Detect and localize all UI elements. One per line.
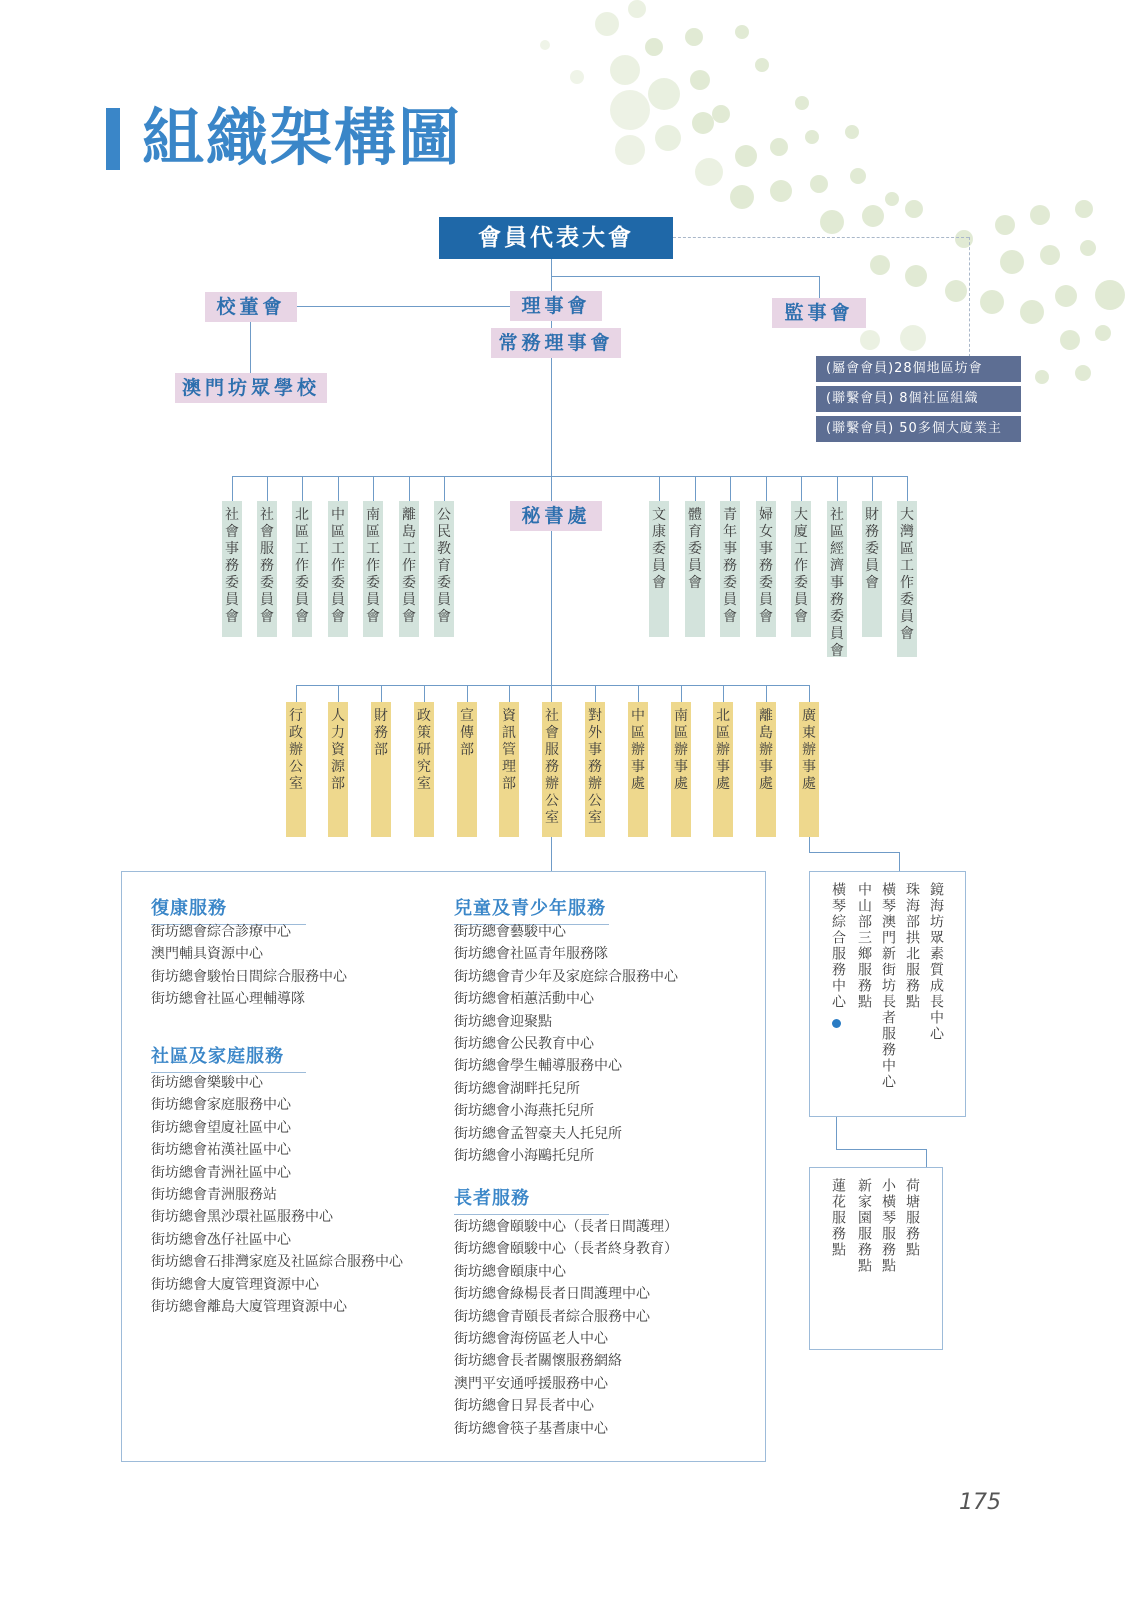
list-item: 街坊總會栢蕙活動中心: [454, 991, 594, 1008]
community-list: [151, 1072, 403, 1318]
service-point: 新家園服務點: [856, 1178, 872, 1274]
list-item: 街坊總會樂駿中心: [151, 1075, 263, 1091]
committee-box[interactable]: 北區工作委員會: [292, 501, 312, 637]
committee-box[interactable]: 大灣區工作委員會: [897, 501, 917, 657]
list-item: 街坊總會頤駿中心（長者終身教育）: [454, 1241, 678, 1258]
department-box[interactable]: 人力資源部: [328, 702, 348, 837]
department-box[interactable]: 中區辦事處: [628, 702, 648, 837]
list-item: 街坊總會湖畔托兒所: [454, 1080, 580, 1097]
service-point: 蓮花服務點: [830, 1178, 846, 1258]
list-item: 澳門平安通呼援服務中心: [454, 1375, 608, 1392]
committee-box[interactable]: 中區工作委員會: [328, 501, 348, 637]
department-box[interactable]: 北區辦事處: [713, 702, 733, 837]
list-item: 街坊總會黑沙環社區服務中心: [151, 1209, 333, 1226]
committee-box[interactable]: 財務委員會: [862, 501, 882, 637]
hengqin-points-panel: [809, 1167, 943, 1350]
guangdong-unit: 中山部三鄉服務點: [856, 882, 872, 1010]
list-item: 街坊總會小海鷗托兒所: [454, 1148, 594, 1165]
department-box[interactable]: 對外事務辦公室: [585, 702, 605, 837]
list-item: 街坊總會青頤長者綜合服務中心: [454, 1308, 650, 1325]
youth-list: [454, 921, 678, 1167]
list-item: 街坊總會駿怡日間綜合服務中心: [151, 968, 347, 985]
connector-dot-icon: [832, 1019, 841, 1028]
list-item: 街坊總會綠楊長者日間護理中心: [454, 1286, 650, 1303]
list-item: 街坊總會筷子基耆康中心: [454, 1420, 608, 1437]
board-of-directors-box[interactable]: 理事會: [510, 291, 602, 321]
list-item: 街坊總會祐漢社區中心: [151, 1142, 291, 1159]
department-box[interactable]: 社會服務辦公室: [542, 702, 562, 837]
member-group-building: (聯繫會員) 50多個大廈業主: [816, 416, 1021, 442]
section-title-community: 社區及家庭服務: [151, 1042, 306, 1073]
school-box[interactable]: 澳門坊眾學校: [175, 373, 327, 403]
department-box[interactable]: 廣東辦事處: [799, 702, 819, 837]
committee-box[interactable]: 婦女事務委員會: [756, 501, 776, 637]
department-box[interactable]: 資訊管理部: [499, 702, 519, 837]
elderly-list: [454, 1216, 678, 1440]
page-title: 組織架構圖: [142, 101, 463, 174]
list-item: 街坊總會家庭服務中心: [151, 1097, 291, 1114]
member-group-affiliated: (屬會會員)28個地區坊會: [816, 356, 1021, 382]
section-title-elderly: 長者服務: [454, 1184, 609, 1215]
list-item: 街坊總會公民教育中心: [454, 1036, 594, 1053]
department-box[interactable]: 財務部: [371, 702, 391, 837]
standing-committee-box[interactable]: 常務理事會: [491, 328, 621, 358]
department-box[interactable]: 離島辦事處: [756, 702, 776, 837]
committee-box[interactable]: 體育委員會: [685, 501, 705, 637]
list-item: 街坊總會離島大廈管理資源中心: [151, 1299, 347, 1316]
list-item: 街坊總會青洲服務站: [151, 1187, 277, 1204]
committee-box[interactable]: 文康委員會: [649, 501, 669, 637]
page-number: 175: [959, 1490, 1001, 1515]
secretariat-box[interactable]: 秘書處: [510, 501, 602, 531]
list-item: 街坊總會青洲社區中心: [151, 1164, 291, 1181]
guangdong-unit: 珠海部拱北服務點: [904, 882, 920, 1010]
services-panel: [121, 871, 766, 1462]
section-title-youth: 兒童及青少年服務: [454, 894, 609, 925]
guangdong-unit: 橫琴澳門新街坊長者服務中心: [880, 882, 896, 1090]
list-item: 街坊總會日昇長者中心: [454, 1398, 594, 1415]
list-item: 街坊總會頤駿中心（長者日間護理）: [454, 1219, 678, 1235]
department-box[interactable]: 行政辦公室: [286, 702, 306, 837]
school-board-box[interactable]: 校董會: [205, 292, 297, 322]
supervisors-box[interactable]: 監事會: [772, 298, 866, 328]
guangdong-panel: [809, 871, 966, 1117]
list-item: 街坊總會望廈社區中心: [151, 1119, 291, 1136]
list-item: 街坊總會氹仔社區中心: [151, 1231, 291, 1248]
list-item: 澳門輔具資源中心: [151, 946, 263, 963]
committee-box[interactable]: 離島工作委員會: [399, 501, 419, 637]
list-item: 街坊總會大廈管理資源中心: [151, 1276, 319, 1293]
list-item: 街坊總會學生輔導服務中心: [454, 1058, 622, 1075]
list-item: 街坊總會藝駿中心: [454, 924, 566, 940]
committee-box[interactable]: 大廈工作委員會: [791, 501, 811, 637]
list-item: 街坊總會綜合診療中心: [151, 924, 291, 940]
list-item: 街坊總會社區青年服務隊: [454, 946, 608, 963]
general-assembly-box[interactable]: 會員代表大會: [439, 217, 673, 259]
committee-box[interactable]: 社區經濟事務委員會: [827, 501, 847, 657]
list-item: 街坊總會青少年及家庭綜合服務中心: [454, 968, 678, 985]
guangdong-unit: 鏡海坊眾素質成長中心: [928, 882, 944, 1042]
rehab-list: [151, 921, 347, 1011]
department-box[interactable]: 宣傳部: [457, 702, 477, 837]
service-point: 荷塘服務點: [904, 1178, 920, 1258]
committee-box[interactable]: 公民教育委員會: [434, 501, 454, 637]
list-item: 街坊總會海傍區老人中心: [454, 1331, 608, 1348]
list-item: 街坊總會小海燕托兒所: [454, 1103, 594, 1120]
list-item: 街坊總會迎聚點: [454, 1013, 552, 1030]
department-box[interactable]: 政策研究室: [414, 702, 434, 837]
list-item: 街坊總會石排灣家庭及社區綜合服務中心: [151, 1254, 403, 1271]
member-group-community: (聯繫會員) 8個社區組織: [816, 386, 1021, 412]
list-item: 街坊總會頤康中心: [454, 1263, 566, 1280]
section-title-rehab: 復康服務: [151, 894, 306, 925]
committee-box[interactable]: 社會事務委員會: [222, 501, 242, 637]
service-point: 小橫琴服務點: [880, 1178, 896, 1274]
guangdong-unit: 橫琴綜合服務中心: [830, 882, 846, 1010]
title-accent-bar: [106, 108, 120, 170]
list-item: 街坊總會長者關懷服務網絡: [454, 1353, 622, 1370]
list-item: 街坊總會孟智豪夫人托兒所: [454, 1125, 622, 1142]
committee-box[interactable]: 青年事務委員會: [720, 501, 740, 637]
committee-box[interactable]: 南區工作委員會: [363, 501, 383, 637]
list-item: 街坊總會社區心理輔導隊: [151, 991, 305, 1008]
committee-box[interactable]: 社會服務委員會: [257, 501, 277, 637]
department-box[interactable]: 南區辦事處: [671, 702, 691, 837]
